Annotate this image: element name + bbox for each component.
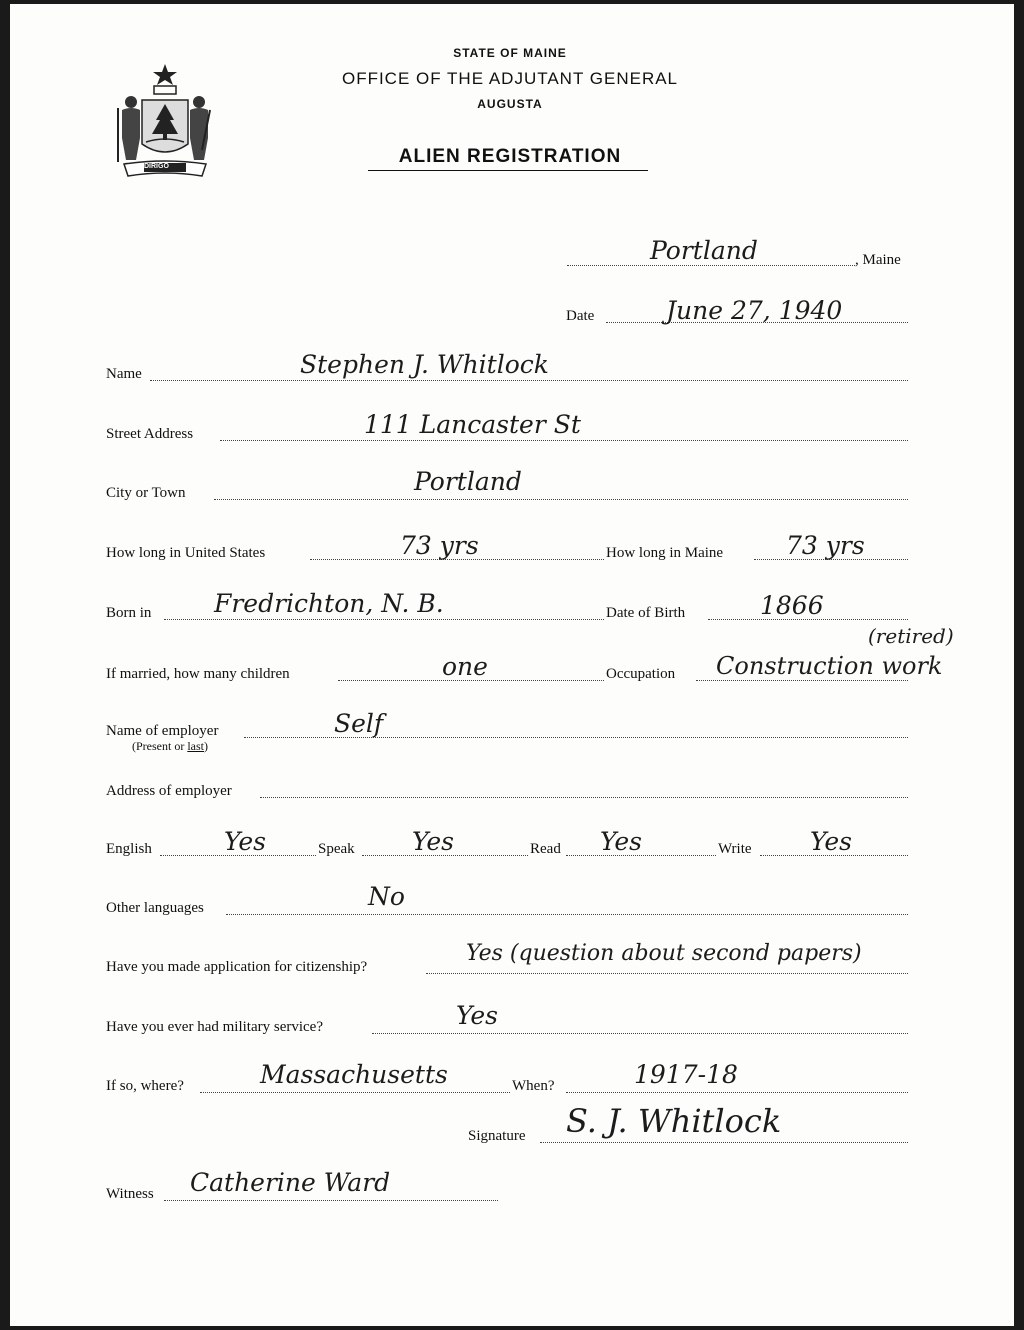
name-value[interactable]: Stephen J. Whitlock — [300, 350, 549, 379]
write-label: Write — [718, 841, 752, 857]
employer-address-label: Address of employer — [106, 783, 232, 799]
title-underline — [368, 170, 648, 171]
english-label: English — [106, 841, 152, 857]
write-value[interactable]: Yes — [810, 827, 852, 856]
date-label: Date — [566, 308, 595, 324]
date-value[interactable]: June 27, 1940 — [666, 296, 843, 325]
street-address-value[interactable]: 111 Lancaster St — [364, 410, 581, 439]
city-label: City or Town — [106, 485, 186, 501]
location-suffix: , Maine — [855, 252, 901, 268]
read-value[interactable]: Yes — [600, 827, 642, 856]
when-value[interactable]: 1917-18 — [634, 1060, 738, 1089]
how-long-us-value[interactable]: 73 yrs — [400, 531, 479, 560]
where-value[interactable]: Massachusetts — [260, 1060, 448, 1089]
born-in-label: Born in — [106, 605, 152, 621]
location-value[interactable]: Portland — [650, 236, 758, 265]
street-address-label: Street Address — [106, 426, 194, 442]
date-of-birth-label: Date of Birth — [606, 605, 686, 621]
other-languages-label: Other languages — [106, 900, 204, 916]
military-label: Have you ever had military service? — [106, 1019, 323, 1035]
speak-label: Speak — [318, 841, 355, 857]
employer-address-field[interactable] — [260, 797, 908, 798]
name-label: Name — [106, 366, 142, 382]
witness-label: Witness — [106, 1186, 154, 1202]
employer-name-label: Name of employer — [106, 723, 219, 739]
when-label: When? — [512, 1078, 555, 1094]
occupation-value[interactable]: Construction work — [716, 652, 943, 680]
military-value[interactable]: Yes — [456, 1001, 498, 1030]
header-city: AUGUSTA — [477, 97, 543, 111]
citizenship-label: Have you made application for citizenship? — [106, 959, 368, 975]
citizenship-value[interactable]: Yes (question about second papers) — [466, 941, 862, 966]
occupation-label: Occupation — [606, 666, 676, 682]
signature-value[interactable]: S. J. Whitlock — [566, 1102, 782, 1140]
employer-name-value[interactable]: Self — [334, 709, 384, 738]
occupation-note[interactable]: (retired) — [868, 624, 954, 648]
form-page — [10, 4, 1014, 1326]
how-long-us-label: How long in United States — [106, 545, 266, 561]
header-office: OFFICE OF THE ADJUTANT GENERAL — [341, 69, 679, 88]
form-title: ALIEN REGISTRATION — [398, 146, 622, 167]
header-state: STATE OF MAINE — [453, 46, 567, 60]
english-value[interactable]: Yes — [224, 827, 266, 856]
where-label: If so, where? — [106, 1078, 184, 1094]
children-label: If married, how many children — [106, 666, 290, 682]
born-in-value[interactable]: Fredrichton, N. B. — [214, 589, 444, 618]
signature-label: Signature — [468, 1128, 526, 1144]
read-label: Read — [530, 841, 561, 857]
seal-motto: DIRIGO — [144, 163, 169, 170]
date-of-birth-value[interactable]: 1866 — [760, 591, 824, 620]
employer-name-sublabel: (Present or last) — [132, 739, 208, 753]
other-languages-value[interactable]: No — [368, 882, 405, 911]
children-value[interactable]: one — [442, 652, 488, 681]
witness-value[interactable]: Catherine Ward — [190, 1168, 391, 1197]
speak-value[interactable]: Yes — [412, 827, 454, 856]
how-long-maine-label: How long in Maine — [606, 545, 724, 561]
city-value[interactable]: Portland — [414, 467, 522, 496]
how-long-maine-value[interactable]: 73 yrs — [786, 531, 865, 560]
